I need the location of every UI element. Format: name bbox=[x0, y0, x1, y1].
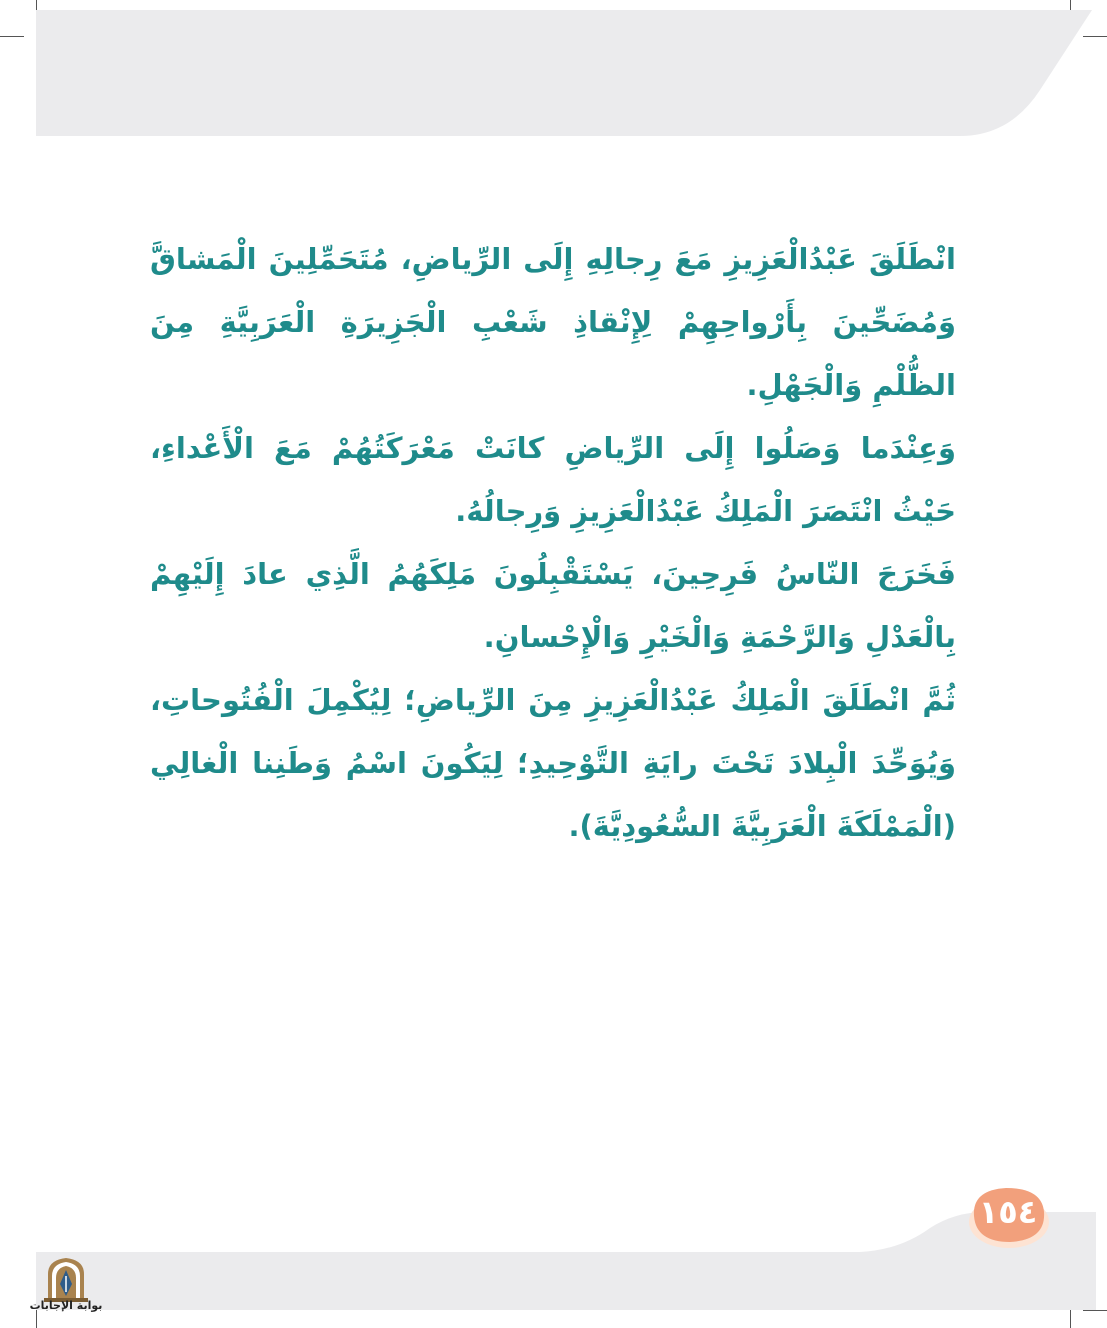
paragraph-1: انْطَلَقَ عَبْدُالْعَزِيزِ مَعَ رِجالِهِ إِلَى الرِّياضِ، مُتَحَمِّلِينَ الْمَشاقَّ وَمُضَحِّينَ بِأَرْواحِهِمْ لِإِنْقاذِ شَعْبِ الْجَزِيرَةِ الْعَرَبِيَّةِ مِنَ الظُّلْمِ وَالْجَهْلِ. bbox=[150, 242, 956, 402]
lesson-text bbox=[150, 228, 956, 858]
paragraph-4: ثُمَّ انْطَلَقَ الْمَلِكُ عَبْدُالْعَزِيزِ مِنَ الرِّياضِ؛ لِيُكْمِلَ الْفُتُوحاتِ، وَيُوَحِّدَ الْبِلادَ تَحْتَ رايَةِ التَّوْحِيدِ؛ لِيَكُونَ اسْمُ وَطَنِنا الْغالِي (الْمَمْلَكَةَ الْعَرَبِيَّةَ السُّعُودِيَّةَ). bbox=[150, 683, 956, 843]
paragraph-3: فَخَرَجَ النّاسُ فَرِحِينَ، يَسْتَقْبِلُونَ مَلِكَهُمُ الَّذِي عادَ إِلَيْهِمْ بِالْعَدْلِ وَالرَّحْمَةِ وَالْخَيْرِ وَالْإِحْسانِ. bbox=[150, 557, 956, 654]
paragraph-2: وَعِنْدَما وَصَلُوا إِلَى الرِّياضِ كانَتْ مَعْرَكَتُهُمْ مَعَ الْأَعْداءِ، حَيْثُ انْتَصَرَ الْمَلِكُ عَبْدُالْعَزِيزِ وَرِجالُهُ. bbox=[150, 431, 956, 528]
pen-nib-in-arch-icon bbox=[30, 1254, 102, 1324]
page-number: ١٥٤ bbox=[978, 1193, 1038, 1231]
footer-band bbox=[0, 1200, 1107, 1328]
header-band bbox=[0, 0, 1107, 150]
logo-text: بوابة الإجابات bbox=[29, 1299, 103, 1312]
